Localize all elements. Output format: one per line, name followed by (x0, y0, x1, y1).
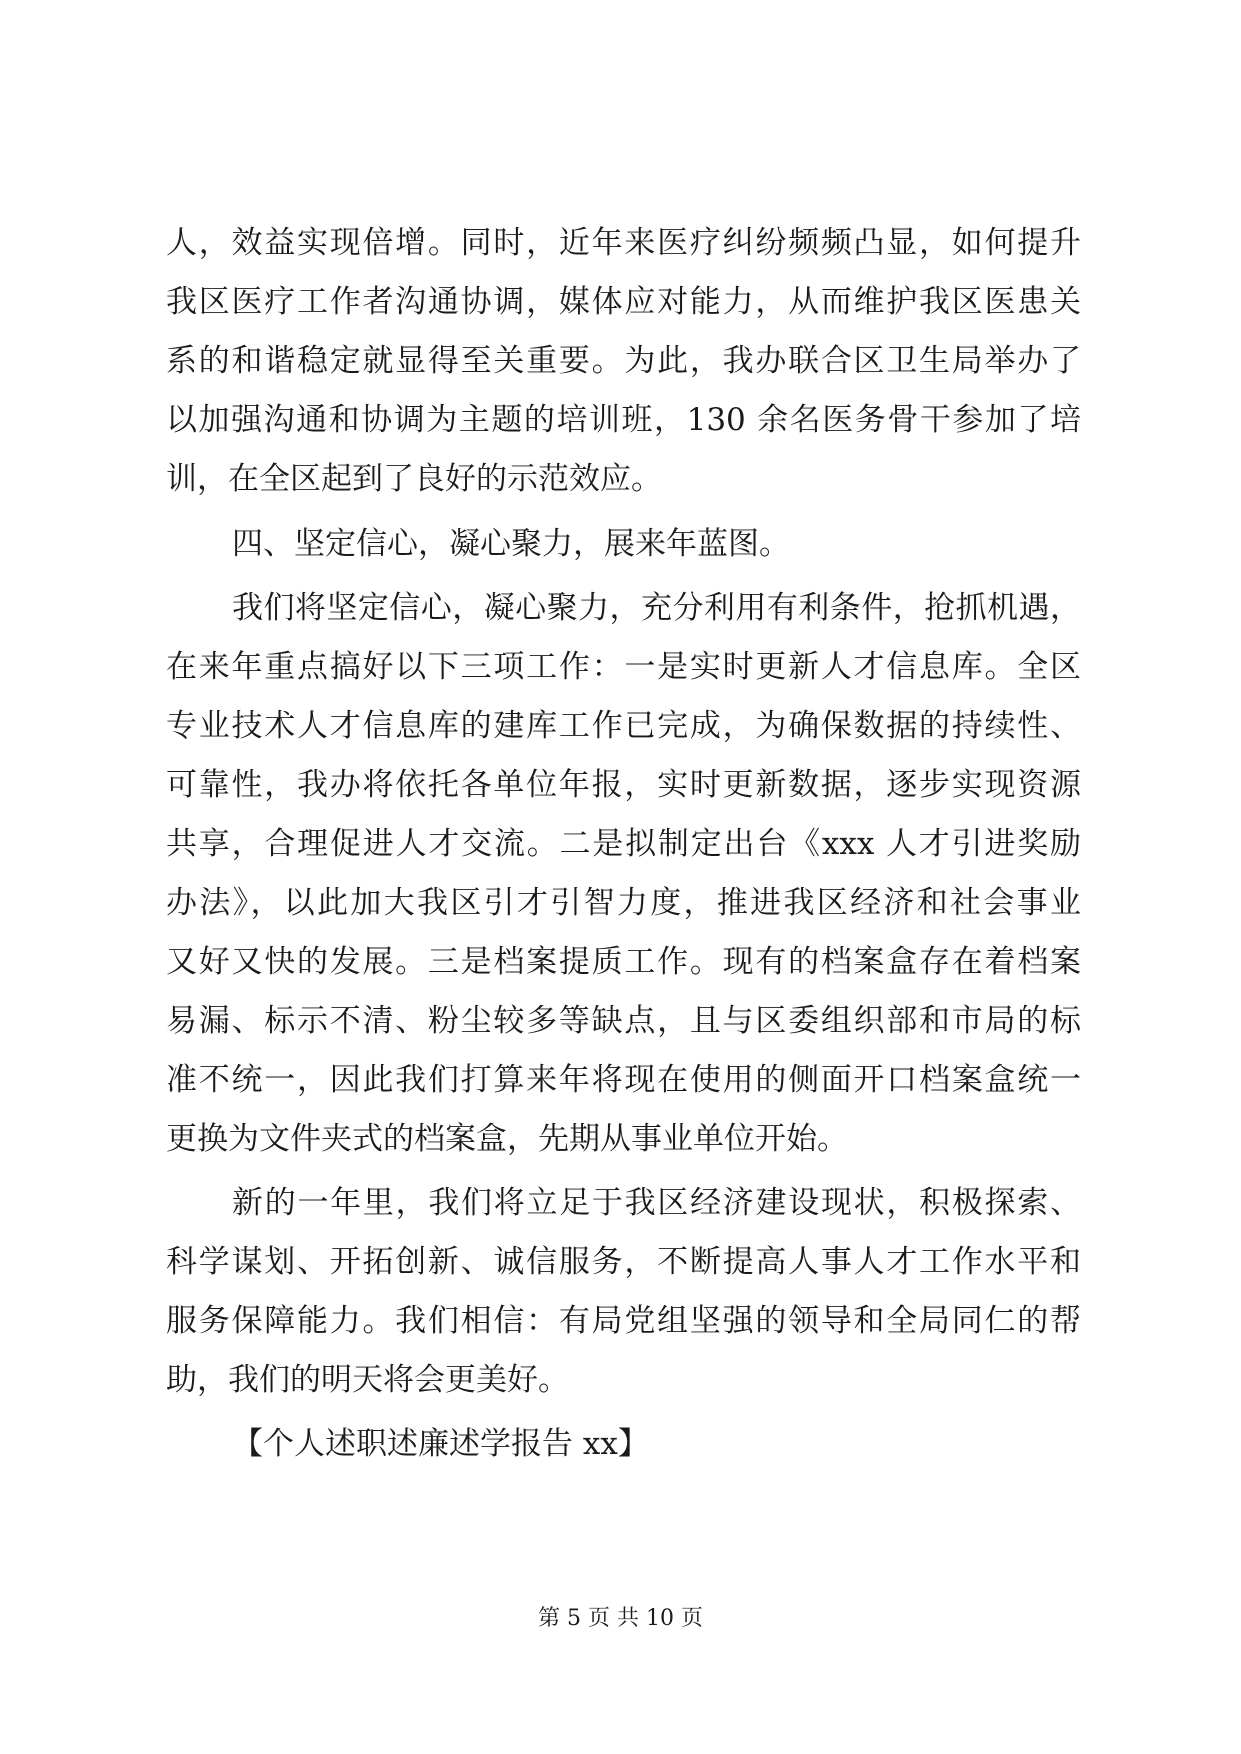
text-line: 办法》，以此加大我区引才引智力度，推进我区经济和社会事业 (166, 885, 1081, 921)
section-heading: 四、坚定信心，凝心聚力，展来年蓝图。 (232, 526, 790, 562)
text-line: 可靠性，我办将依托各单位年报，实时更新数据，逐步实现资源 (166, 767, 1081, 803)
text-line: 服务保障能力。我们相信：有局党组坚强的领导和全局同仁的帮 (166, 1303, 1081, 1339)
text-line: 专业技术人才信息库的建库工作已完成，为确保数据的持续性、 (166, 708, 1081, 744)
text-line: 系的和谐稳定就显得至关重要。为此，我办联合区卫生局举办了 (166, 343, 1081, 379)
text-line: 在来年重点搞好以下三项工作：一是实时更新人才信息库。全区 (166, 649, 1081, 685)
text-line: 新的一年里，我们将立足于我区经济建设现状，积极探索、 (232, 1185, 1081, 1221)
text-line: 我区医疗工作者沟通协调，媒体应对能力，从而维护我区医患关 (166, 284, 1081, 320)
text-line: 更换为文件夹式的档案盒，先期从事业单位开始。 (166, 1121, 848, 1157)
text-line: 又好又快的发展。三是档案提质工作。现有的档案盒存在着档案 (166, 944, 1081, 980)
text-line: 易漏、标示不清、粉尘较多等缺点，且与区委组织部和市局的标 (166, 1003, 1081, 1039)
text-line: 训，在全区起到了良好的示范效应。 (166, 461, 662, 497)
text-line: 准不统一，因此我们打算来年将现在使用的侧面开口档案盒统一 (166, 1062, 1081, 1098)
page-number: 第 5 页 共 10 页 (538, 1606, 703, 1631)
text-line: 我们将坚定信心，凝心聚力，充分利用有利条件，抢抓机遇， (232, 590, 1081, 626)
text-line: 人，效益实现倍增。同时，近年来医疗纠纷频频凸显，如何提升 (166, 225, 1081, 261)
text-line: 科学谋划、开拓创新、诚信服务，不断提高人事人才工作水平和 (166, 1244, 1081, 1280)
text-line: 以加强沟通和协调为主题的培训班，130 余名医务骨干参加了培 (166, 402, 1081, 438)
text-line: 助，我们的明天将会更美好。 (166, 1362, 569, 1398)
report-title: 【个人述职述廉述学报告 xx】 (232, 1426, 649, 1462)
text-line: 共享，合理促进人才交流。二是拟制定出台《xxx 人才引进奖励 (166, 826, 1081, 862)
